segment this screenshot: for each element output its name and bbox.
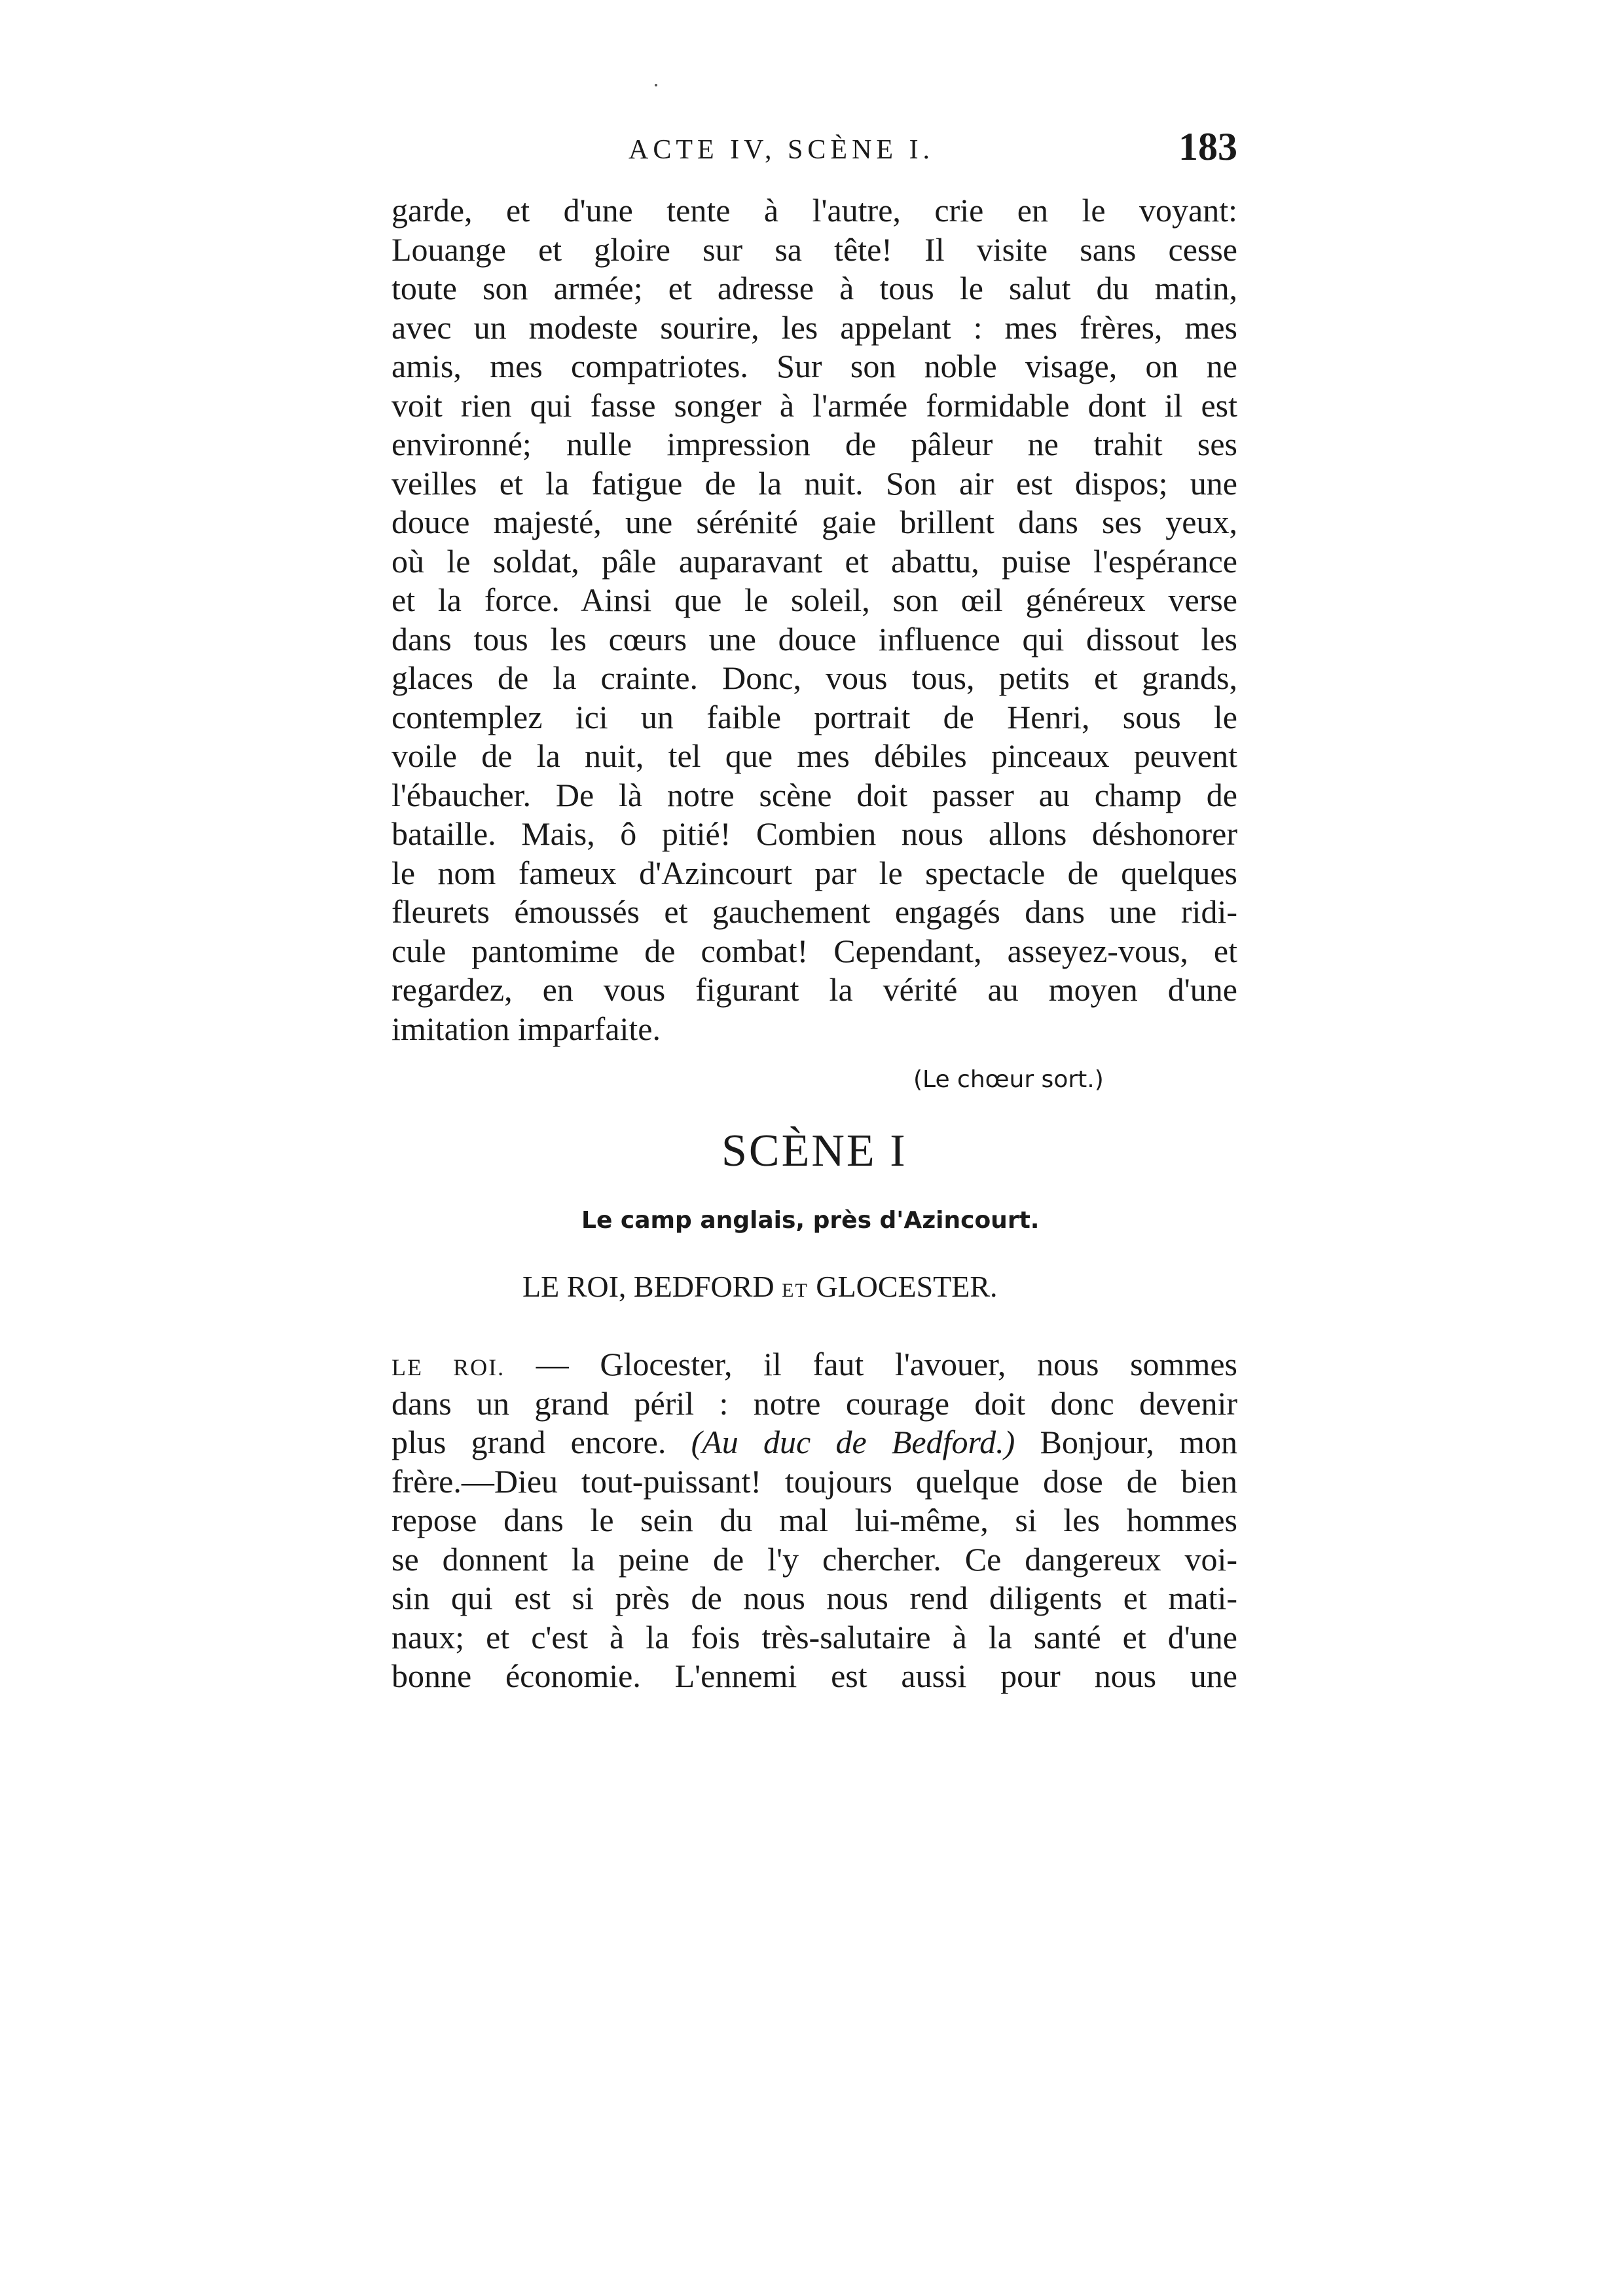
speech-text: plus grand encore. — [392, 1424, 691, 1460]
text-line: repose dans le sein du mal lui-même, si les hommes — [392, 1502, 1237, 1538]
speaker-name: LE ROI. — [392, 1354, 505, 1380]
text-line: contemplez ici un faible portrait de Henri, sous le — [392, 698, 1237, 735]
text-line — [392, 1423, 1237, 1462]
text-line: toute son armée; et adresse à tous le salut du matin, — [392, 270, 1237, 306]
text-line: environné; nulle impression de pâleur ne trahit ses — [392, 426, 1237, 462]
speech-text: — Glocester, il faut l'avouer, nous sommes — [505, 1346, 1237, 1382]
text-line: dans un grand péril : notre courage doit donc devenir — [392, 1384, 1237, 1422]
characters-join: ET — [782, 1280, 809, 1301]
dialogue-paragraph — [392, 1345, 1237, 1696]
text-line: amis, mes compatriotes. Sur son noble visage, on ne — [392, 348, 1237, 384]
text-line: cule pantomime de combat! Cependant, asseyez-vous, et — [392, 932, 1237, 969]
print-speck — [655, 84, 657, 86]
text-line: avec un modeste sourire, les appelant : mes frères, mes — [392, 308, 1237, 346]
characters-list-a: LE ROI, BEDFORD — [522, 1270, 775, 1303]
text-line: l'ébaucher. De là notre scène doit passer au champ de — [392, 776, 1237, 813]
text-line: imitation imparfaite. — [392, 1010, 661, 1047]
text-line: bataille. Mais, ô pitié! Combien nous allons déshonorer — [392, 815, 1237, 852]
text-line: fleurets émoussés et gauchement engagés dans une ridi- — [392, 893, 1237, 930]
text-line: bonne économie. L'ennemi est aussi pour nous une — [392, 1657, 1237, 1694]
speech-text: Bonjour, mon — [1015, 1424, 1238, 1460]
exit-stage-direction: (Le chœur sort.) — [913, 1066, 1104, 1093]
text-line: veilles et la fatigue de la nuit. Son air est dispos; une — [392, 464, 1237, 502]
text-line: regardez, en vous figurant la vérité au moyen d'une — [392, 971, 1237, 1008]
scene-setting: Le camp anglais, près d'Azincourt. — [581, 1207, 1040, 1234]
inline-stage-direction: (Au duc de Bedford.) — [691, 1424, 1015, 1460]
text-line: Louange et gloire sur sa tête! Il visite sans cesse — [392, 231, 1237, 268]
scene-title: SCÈNE I — [721, 1126, 907, 1176]
text-line: le nom fameux d'Azincourt par le spectacle de quelques — [392, 854, 1237, 891]
text-line: glaces de la crainte. Donc, vous tous, petits et grands, — [392, 659, 1237, 696]
chorus-paragraph — [392, 191, 1237, 1048]
running-head: ACTE IV, SCÈNE I. — [629, 135, 935, 165]
text-line: garde, et d'une tente à l'autre, crie en le voyant: — [392, 192, 1237, 229]
text-line: se donnent la peine de l'y chercher. Ce dangereux voi- — [392, 1540, 1237, 1578]
text-line: dans tous les cœurs une douce influence qui dissout les — [392, 620, 1237, 657]
text-line: voile de la nuit, tel que mes débiles pinceaux peuvent — [392, 737, 1237, 774]
text-line: naux; et c'est à la fois très-salutaire à la santé et d'une — [392, 1618, 1237, 1656]
text-line: douce majesté, une sérénité gaie brillent dans ses yeux, — [392, 504, 1237, 540]
page-number: 183 — [1178, 125, 1237, 168]
characters-list-b: GLOCESTER. — [816, 1270, 998, 1303]
text-line: sin qui est si près de nous nous rend diligents et mati- — [392, 1580, 1237, 1616]
text-line: et la force. Ainsi que le soleil, son œil généreux verse — [392, 582, 1237, 618]
text-line: où le soldat, pâle auparavant et abattu, puise l'espérance — [392, 542, 1237, 580]
text-line: voit rien qui fasse songer à l'armée formidable dont il est — [392, 386, 1237, 424]
scene-characters — [522, 1269, 998, 1304]
text-line — [392, 1345, 1237, 1384]
text-line: frère.—Dieu tout-puissant! toujours quelque dose de bien — [392, 1462, 1237, 1500]
